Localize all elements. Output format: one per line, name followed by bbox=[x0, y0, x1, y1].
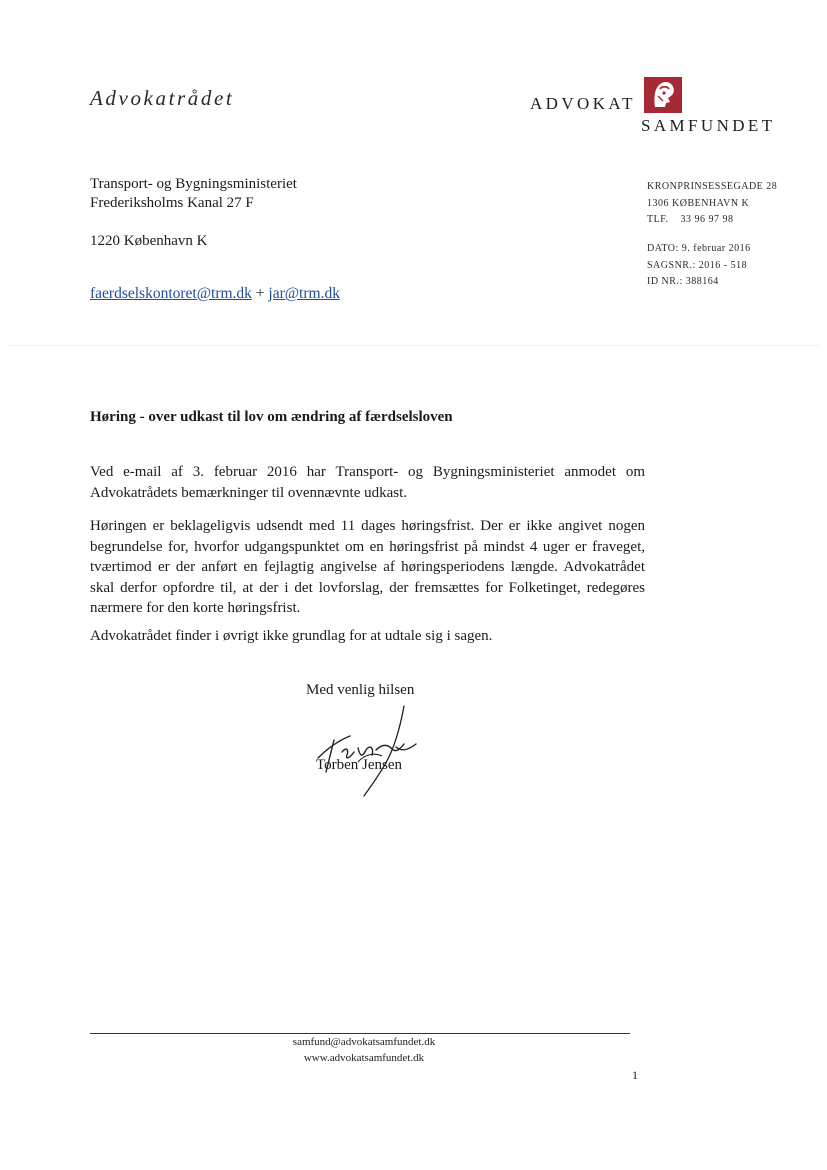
sender-city: 1306 KØBENHAVN K bbox=[647, 198, 750, 209]
recipient-emails bbox=[90, 285, 340, 303]
handwritten-signature bbox=[298, 700, 433, 800]
case-number: SAGSNR.: 2016 - 518 bbox=[647, 260, 748, 271]
signer-name: Torben Jensen bbox=[316, 757, 403, 773]
helmeted-head-emblem-icon bbox=[644, 77, 682, 113]
closing-greeting: Med venlig hilsen bbox=[306, 682, 415, 698]
logo-text-advokat: ADVOKAT bbox=[530, 94, 636, 113]
letter-date: DATO: 9. februar 2016 bbox=[647, 243, 751, 254]
recipient-street: Frederiksholms Kanal 27 F bbox=[90, 195, 254, 211]
paragraph-1: Ved e-mail af 3. februar 2016 har Transport- og Bygningsministeriet anmodet om Advokatrådets bemærkninger til ovennævnte udkast. bbox=[90, 464, 645, 501]
recipient-city: 1220 København K bbox=[90, 233, 208, 249]
footer-email: samfund@advokatsamfundet.dk bbox=[292, 1036, 436, 1048]
logo-text-samfundet: SAMFUNDET bbox=[641, 116, 776, 135]
footer-rule bbox=[90, 1033, 630, 1034]
letter-subject: Høring - over udkast til lov om ændring af færdselsloven bbox=[90, 409, 453, 425]
header-divider bbox=[8, 345, 819, 346]
council-name: Advokatrådet bbox=[90, 86, 235, 110]
footer-website: www.advokatsamfundet.dk bbox=[303, 1052, 425, 1064]
paragraph-3: Advokatrådet finder i øvrigt ikke grundlag for at udtale sig i sagen. bbox=[90, 628, 493, 644]
paragraph-2: Høringen er beklageligvis udsendt med 11 dages høringsfrist. Der er ikke angivet nogen begrundelse for, hvorfor udgangspunktet om en høringsfrist på mindst 4 uger er fraveget, tværtimod er der anført en fejlagtig angivelse af høringsperiodens længde. Advokatrådet skal derfor opfordre til, at der i det lovforslag, der fremsættes for Folketinget, redegøres nærmere for den korte høringsfrist. bbox=[90, 518, 645, 616]
page-number: 1 bbox=[632, 1068, 638, 1082]
recipient-name: Transport- og Bygningsministeriet bbox=[90, 176, 297, 192]
sender-street: KRONPRINSESSEGADE 28 bbox=[647, 181, 778, 192]
email-link-jar[interactable]: jar@trm.dk bbox=[268, 285, 340, 302]
email-separator: + bbox=[255, 285, 265, 302]
email-link-faerdselskontoret[interactable]: faerdselskontoret@trm.dk bbox=[90, 285, 252, 302]
sender-phone: TLF. 33 96 97 98 bbox=[647, 214, 734, 225]
id-number: ID NR.: 388164 bbox=[647, 276, 719, 287]
